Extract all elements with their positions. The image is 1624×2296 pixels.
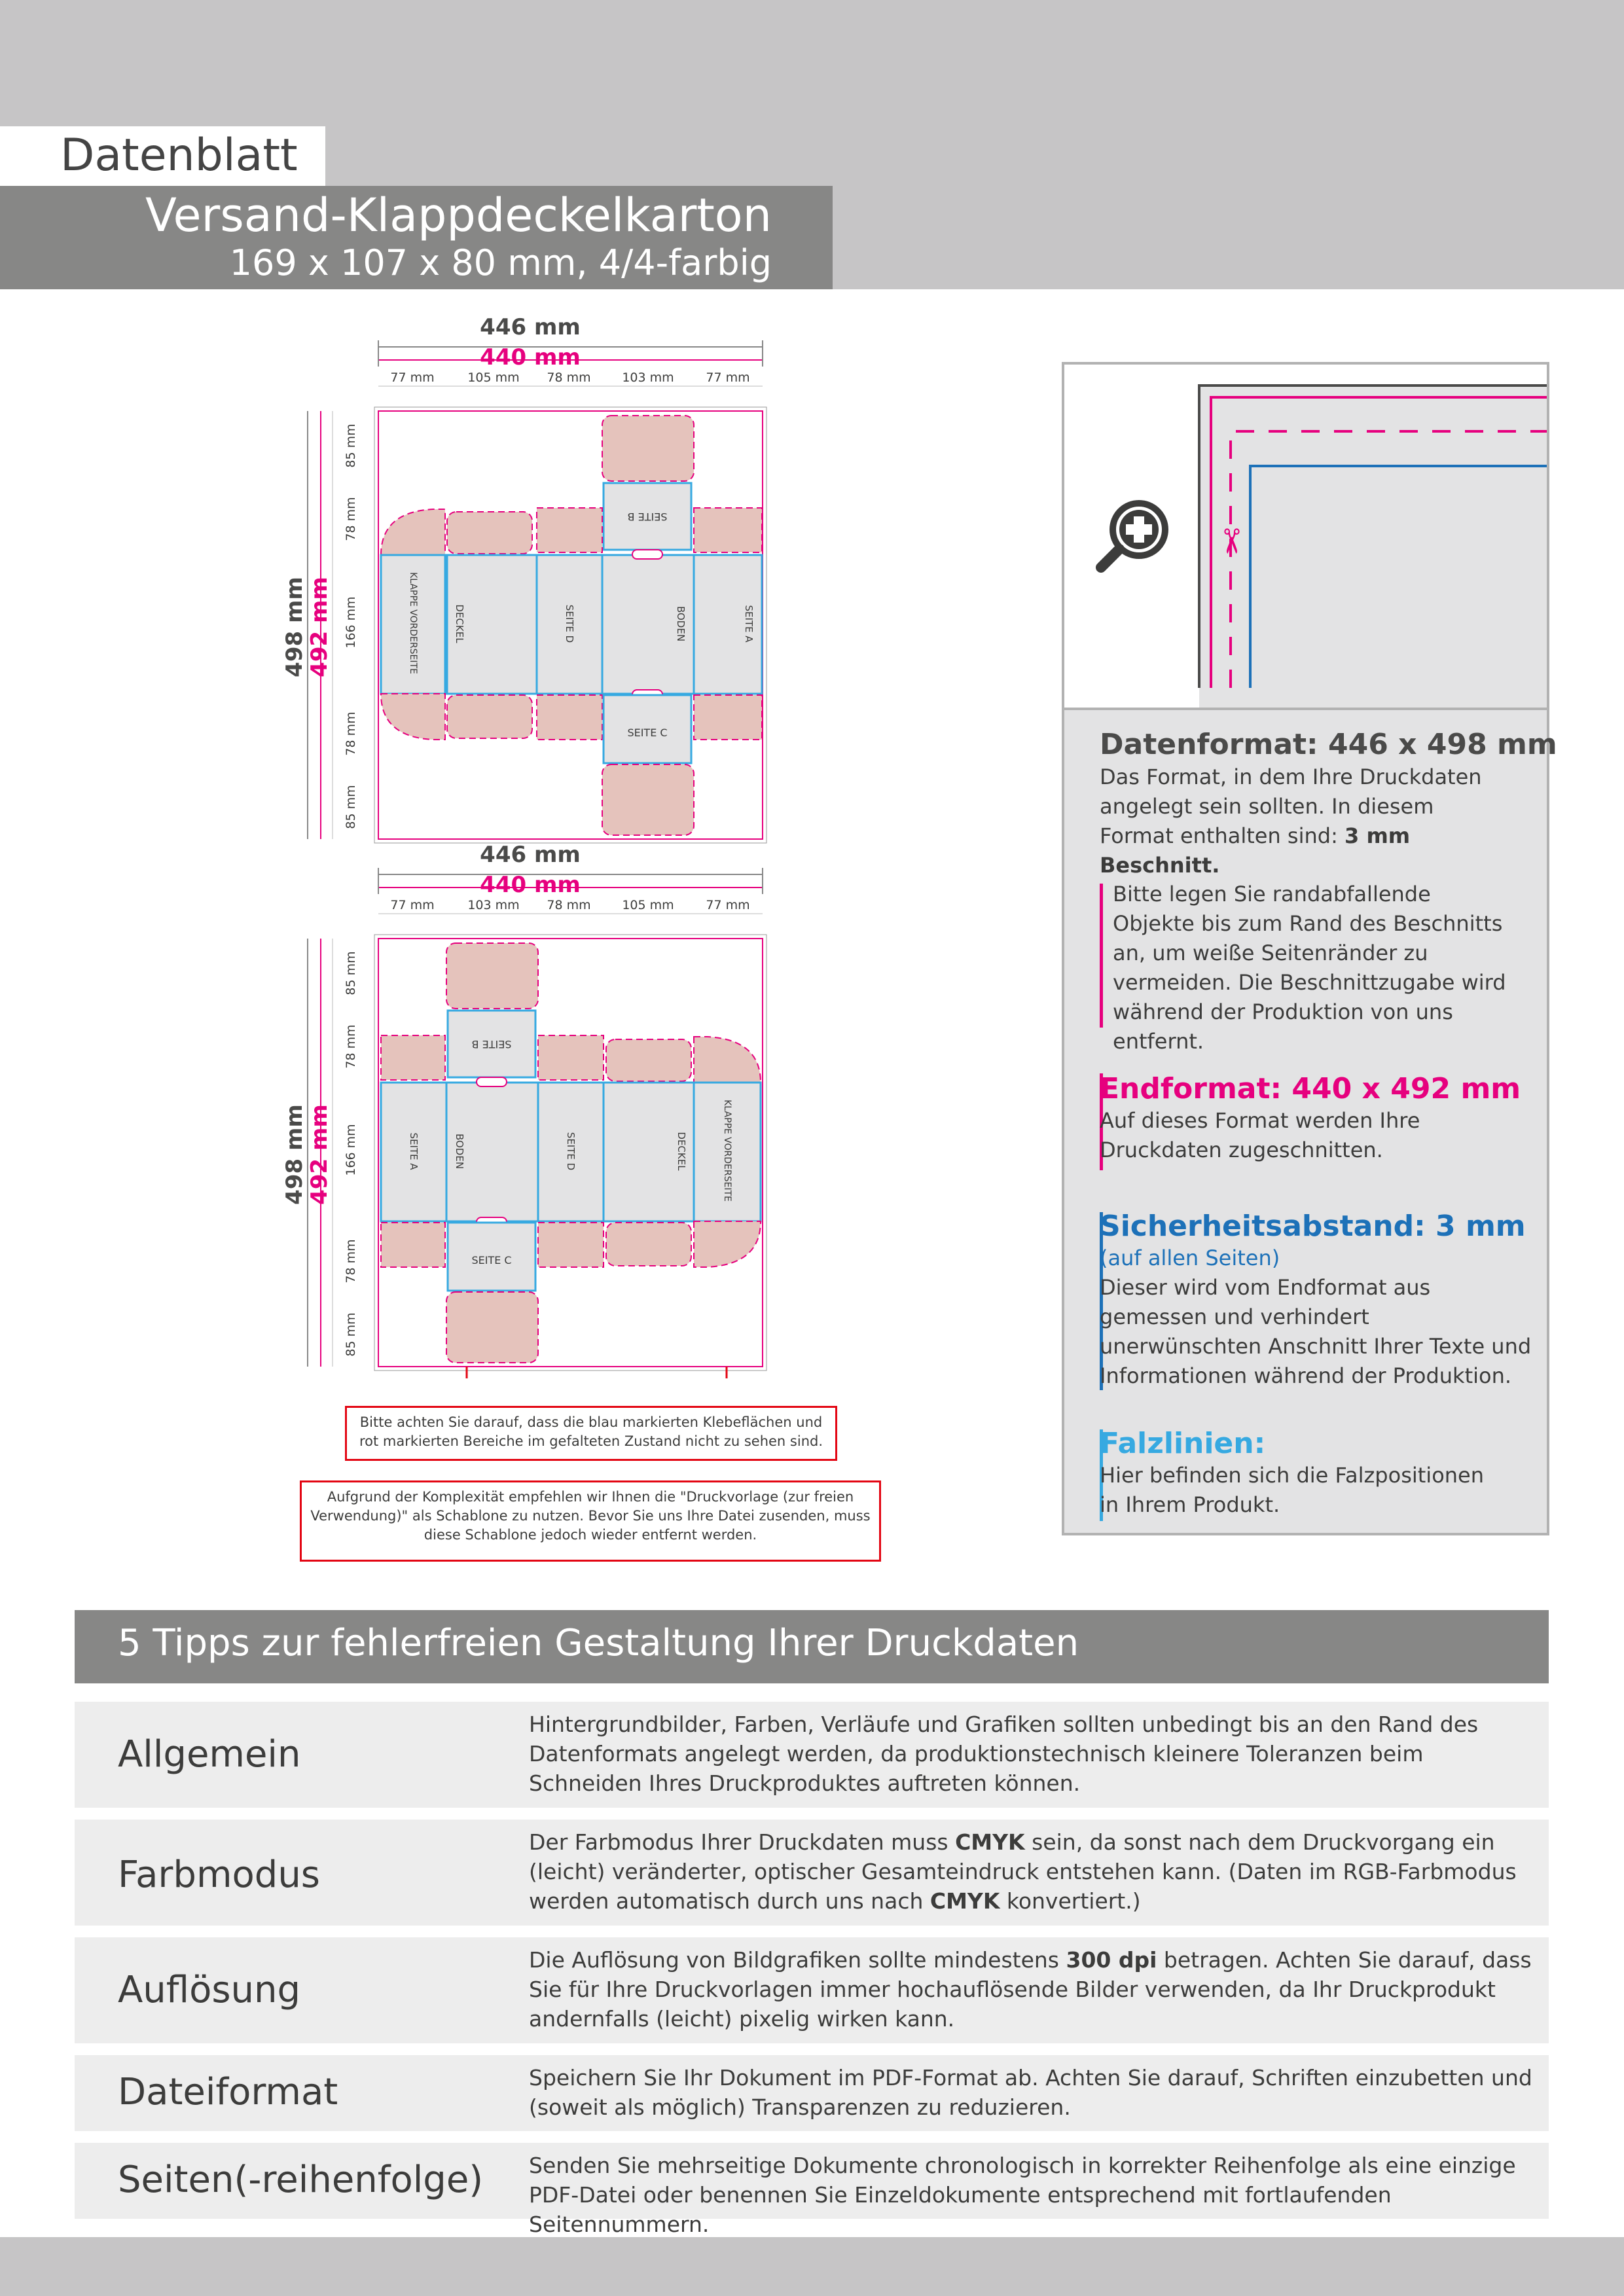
tip-row bbox=[75, 1702, 1549, 1808]
tip-row bbox=[75, 1820, 1549, 1926]
width-segment: 78 mm bbox=[547, 370, 591, 385]
falz-title: Falzlinien: bbox=[1100, 1427, 1266, 1460]
zoom-preview bbox=[1064, 365, 1547, 710]
product-title: Versand-Klappdeckelkarton bbox=[145, 188, 772, 242]
height-segment: 85 mm bbox=[344, 423, 358, 468]
document-label: Datenblatt bbox=[60, 130, 298, 181]
tip-text: Der Farbmodus Ihrer Druckdaten muss CMYK sein, da sonst nach dem Druckvorgang ein (leicht) veränderter, optischer Gesamteindruck entstehen kann. (Daten im RGB-Farbmodus werden automatisch durch uns nach CMYK konvertiert.) bbox=[529, 1829, 1517, 1914]
height-segment: 166 mm bbox=[344, 1124, 358, 1176]
beschnitt-text: Bitte legen Sie randabfallende Objekte bis zum Rand des Beschnitts an, um weiße Seitenränder zu vermeiden. Die Beschnittzugabe wird während der Produktion von uns entfernt. bbox=[1113, 882, 1506, 1054]
datenformat-title: Datenformat: 446 x 498 mm bbox=[1100, 728, 1557, 761]
panel-label-seite-c: SEITE C bbox=[471, 1254, 512, 1266]
tip-row bbox=[75, 1937, 1549, 2043]
panel-label-seite-a: SEITE A bbox=[408, 1132, 420, 1170]
width-segment: 77 mm bbox=[706, 898, 750, 912]
tip-row bbox=[75, 2055, 1549, 2131]
zoom-in-icon[interactable] bbox=[1093, 495, 1174, 577]
panel-label-seite-a: SEITE A bbox=[743, 605, 755, 643]
width-segment: 77 mm bbox=[706, 370, 750, 385]
height-segment: 85 mm bbox=[344, 785, 358, 829]
dieline-diagram-1 bbox=[281, 308, 779, 851]
panel-label-seite-d: SEITE D bbox=[565, 1132, 577, 1171]
dieline-drawing bbox=[281, 308, 779, 851]
panel-label-seite-b: SEITE B bbox=[471, 1038, 512, 1050]
width-inner-label: 440 mm bbox=[480, 872, 581, 898]
tip-label: Allgemein bbox=[118, 1733, 301, 1776]
width-outer-label: 446 mm bbox=[480, 314, 581, 340]
footer-band bbox=[0, 2237, 1624, 2296]
datenformat-text bbox=[1100, 762, 1506, 880]
panel-label-klappe: KLAPPE VORDERSEITE bbox=[722, 1100, 732, 1202]
tip-label: Seiten(-reihenfolge) bbox=[118, 2159, 484, 2201]
width-segment: 103 mm bbox=[467, 898, 520, 912]
datenformat-bleed: 3 mm Beschnitt. bbox=[1100, 823, 1411, 878]
height-inner-label: 492 mm bbox=[306, 1104, 333, 1205]
bleed-marker bbox=[1100, 884, 1103, 1028]
width-segment: 77 mm bbox=[390, 898, 435, 912]
height-segment: 85 mm bbox=[344, 951, 358, 996]
sicherheit-text: Dieser wird vom Endformat aus gemessen und verhindert unerwünschten Anschnitt Ihrer Texte und Informationen während der Produktion. bbox=[1100, 1275, 1532, 1388]
height-inner-label: 492 mm bbox=[306, 577, 333, 677]
tip-text: Senden Sie mehrseitige Dokumente chronologisch in korrekter Reihenfolge als eine einzige PDF-Datei oder benennen Sie Einzeldokumente entsprechend mit fortlaufenden Seitennummern. bbox=[529, 2153, 1516, 2237]
width-segment: 105 mm bbox=[622, 898, 674, 912]
height-segment: 166 mm bbox=[344, 596, 358, 649]
panel-label-seite-d: SEITE D bbox=[564, 604, 575, 643]
panel-label-klappe: KLAPPE VORDERSEITE bbox=[408, 572, 418, 674]
sicherheit-title: Sicherheitsabstand: 3 mm bbox=[1100, 1210, 1526, 1243]
tip-text: Die Auflösung von Bildgrafiken sollte mindestens 300 dpi betragen. Achten Sie darauf, dass Sie für Ihre Druckvorlagen immer hochauflösende Bilder verwenden, da Ihr Druckprodukt andernfalls (leicht) pixelig wirken kann. bbox=[529, 1947, 1532, 2032]
tip-label: Dateiformat bbox=[118, 2071, 338, 2113]
falz-text: Hier befinden sich die Falzpositionen in Ihrem Produkt. bbox=[1100, 1463, 1485, 1517]
height-segment: 78 mm bbox=[344, 497, 358, 541]
width-segment: 77 mm bbox=[390, 370, 435, 385]
tip-row bbox=[75, 2143, 1549, 2237]
product-subtitle: 169 x 107 x 80 mm, 4/4-farbig bbox=[229, 242, 772, 283]
endformat-text: Auf dieses Format werden Ihre Druckdaten zugeschnitten. bbox=[1100, 1108, 1420, 1162]
datenformat-description: Das Format, in dem Ihre Druckdaten angelegt sein sollten. In diesem Format enthalten sind: bbox=[1100, 764, 1482, 848]
panel-label-seite-c: SEITE C bbox=[627, 726, 668, 739]
tip-label: Auflösung bbox=[118, 1969, 301, 2011]
width-segment: 103 mm bbox=[622, 370, 674, 385]
endformat-title: Endformat: 440 x 492 mm bbox=[1100, 1072, 1521, 1105]
note-template: Aufgrund der Komplexität empfehlen wir Ihnen die "Druckvorlage (zur freien Verwendung)" als Schablone zu nutzen. Bevor Sie uns Ihre Datei zusenden, muss diese Schablone jedoch wieder entfernt werden. bbox=[300, 1480, 881, 1562]
height-segment: 78 mm bbox=[344, 1239, 358, 1283]
panel-label-seite-b: SEITE B bbox=[627, 511, 668, 523]
scissors-icon: ✂ bbox=[1210, 527, 1250, 556]
height-outer-label: 498 mm bbox=[281, 1104, 308, 1205]
panel-label-deckel: DECKEL bbox=[676, 1132, 687, 1171]
panel-label-boden: BODEN bbox=[454, 1133, 465, 1170]
sicherheit-sub: (auf allen Seiten) bbox=[1100, 1246, 1280, 1270]
width-outer-label: 446 mm bbox=[480, 842, 581, 868]
width-segment: 105 mm bbox=[467, 370, 520, 385]
height-segment: 78 mm bbox=[344, 711, 358, 756]
tip-label: Farbmodus bbox=[118, 1854, 320, 1896]
dieline-drawing bbox=[281, 835, 779, 1378]
note-glue-areas: Bitte achten Sie darauf, dass die blau markierten Klebeflächen und rot markierten Bereiche im gefalteten Zustand nicht zu sehen sind. bbox=[345, 1406, 837, 1461]
width-inner-label: 440 mm bbox=[480, 344, 581, 370]
tip-text: Hintergrundbilder, Farben, Verläufe und Grafiken sollten unbedingt bis an den Rand des Datenformats angelegt werden, da produktionstechnisch kleinere Toleranzen beim Schneiden Ihres Druckproduktes auftreten können. bbox=[529, 1712, 1479, 1796]
height-outer-label: 498 mm bbox=[281, 577, 308, 677]
width-segment: 78 mm bbox=[547, 898, 591, 912]
height-segment: 78 mm bbox=[344, 1024, 358, 1069]
height-segment: 85 mm bbox=[344, 1312, 358, 1357]
dieline-diagram-2 bbox=[281, 835, 779, 1378]
tips-title: 5 Tipps zur fehlerfreien Gestaltung Ihrer Druckdaten bbox=[118, 1622, 1079, 1664]
tip-text: Speichern Sie Ihr Dokument im PDF-Format ab. Achten Sie darauf, Schriften einzubetten und (soweit als möglich) Transparenzen zu reduzieren. bbox=[529, 2065, 1532, 2120]
panel-label-boden: BODEN bbox=[675, 605, 687, 642]
panel-label-deckel: DECKEL bbox=[454, 604, 465, 643]
